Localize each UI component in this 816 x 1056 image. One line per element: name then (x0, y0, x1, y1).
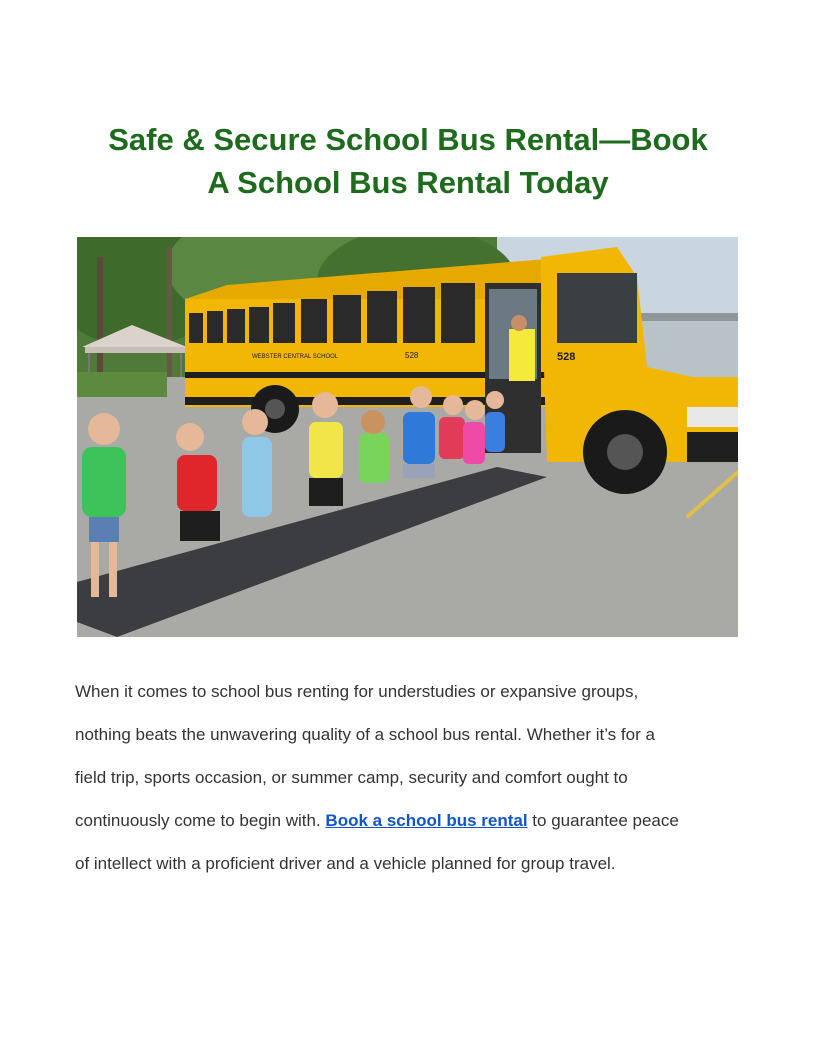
intro-paragraph (75, 670, 755, 885)
school-bus-photo (77, 237, 738, 637)
bus-number-side-label: 528 (405, 351, 419, 360)
bus-side-text: WEBSTER CENTRAL SCHOOL (252, 354, 339, 360)
paragraph-line-4 (75, 799, 755, 842)
paragraph-line-4-start: continuously come to begin with. (75, 811, 326, 830)
paragraph-line-5: of intellect with a proficient driver and a vehicle planned for group travel. (75, 854, 616, 873)
page-title (60, 118, 756, 204)
paragraph-line-1: When it comes to school bus renting for understudies or expansive groups, (75, 682, 639, 701)
paragraph-line-4-end: to guarantee peace (527, 811, 679, 830)
paragraph-line-3: field trip, sports occasion, or summer camp, security and comfort ought to (75, 768, 628, 787)
book-school-bus-rental-link[interactable]: Book a school bus rental (325, 811, 528, 830)
paragraph-line-2: nothing beats the unwavering quality of a school bus rental. Whether it’s for a (75, 725, 655, 744)
title-line-1: Safe & Secure School Bus Rental—Book (108, 122, 708, 157)
bus-number-label: 528 (557, 351, 576, 363)
title-line-2: A School Bus Rental Today (207, 165, 609, 200)
